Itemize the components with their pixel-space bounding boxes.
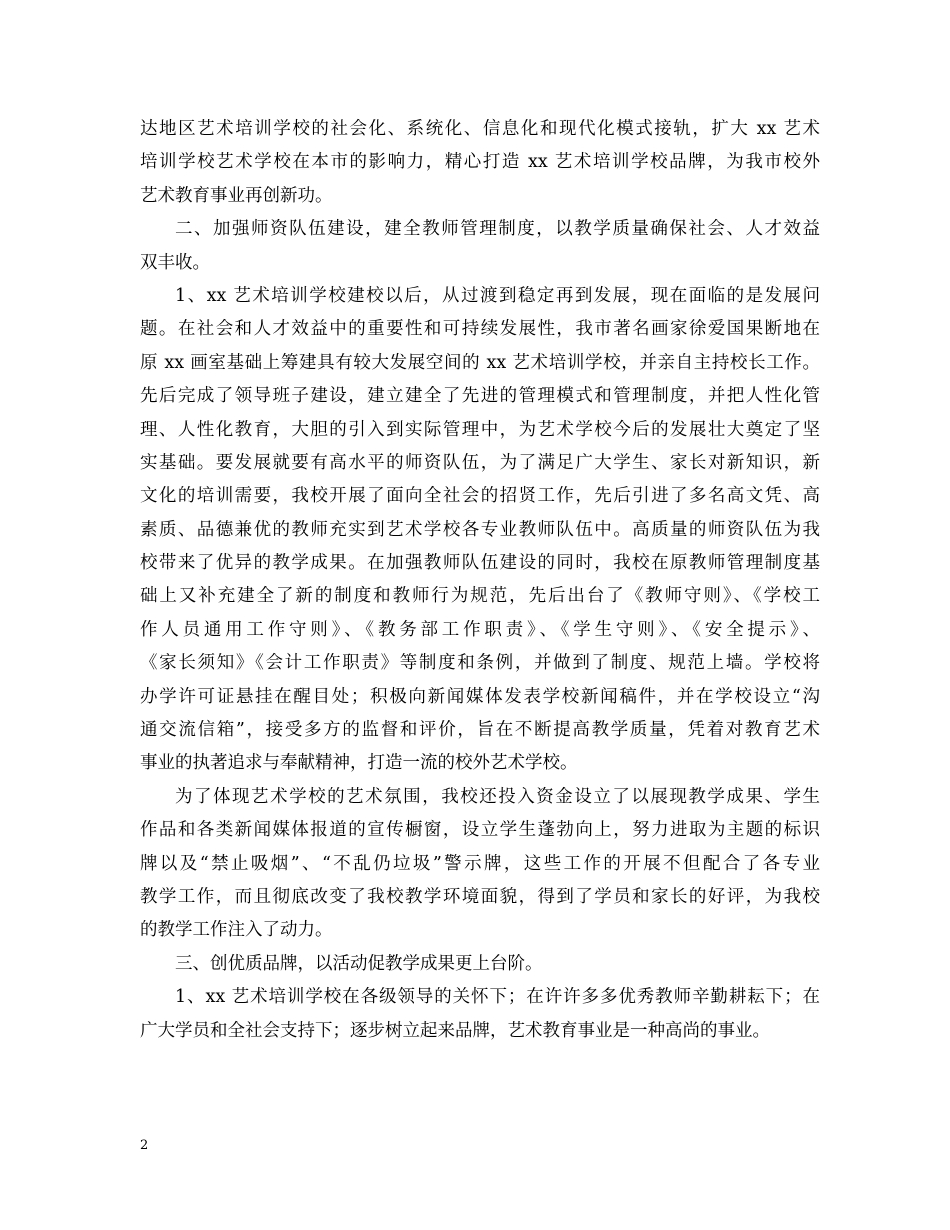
text-line: 为了体现艺术学校的艺术氛围，我校还投入资金设立了以展现教学成果、学生 [175,786,820,807]
text-line: 理、人性化教育，大胆的引入到实际管理中，为艺术学校今后的发展壮大奠定了坚 [140,419,820,440]
text-line: 教学工作，而且彻底改变了我校教学环境面貌，得到了学员和家长的好评，为我校 [140,886,820,907]
text-line: 三、创优质品牌，以活动促教学成果更上台阶。 [175,953,543,974]
text-line: 的教学工作注入了动力。 [140,920,333,941]
text-line: 文化的培训需要，我校开展了面向全社会的招贤工作，先后引进了多名高文凭、高 [140,486,820,507]
text-line: 先后完成了领导班子建设，建立建全了先进的管理模式和管理制度，并把人性化管 [140,386,820,407]
text-line: 二、加强师资队伍建设，建全教师管理制度，以教学质量确保社会、人才效益 [175,219,820,240]
text-line: 题。在社会和人才效益中的重要性和可持续发展性，我市著名画家徐爱国果断地在 [140,319,820,340]
text-line: 办学许可证悬挂在醒目处；积极向新闻媒体发表学校新闻稿件，并在学校设立“沟 [140,686,820,707]
text-line: 《家长须知》《会计工作职责》等制度和条例，并做到了制度、规范上墙。学校将 [140,653,820,674]
body-text [140,113,820,1048]
page-number: 2 [140,1138,149,1153]
text-line: 作人员通用工作守则》、《教务部工作职责》、《学生守则》、《安全提示》、 [140,619,820,640]
text-line: 1、xx 艺术培训学校在各级领导的关怀下；在许许多多优秀教师辛勤耕耘下；在 [175,987,820,1008]
text-line: 校带来了优异的教学成果。在加强教师队伍建设的同时，我校在原教师管理制度基 [140,553,820,574]
text-line: 作品和各类新闻媒体报道的宣传橱窗，设立学生蓬勃向上，努力进取为主题的标识 [140,820,820,841]
text-line: 事业的执著追求与奉献精神，打造一流的校外艺术学校。 [140,753,578,774]
text-line: 1、xx 艺术培训学校建校以后，从过渡到稳定再到发展，现在面临的是发展问 [175,285,820,306]
text-line: 培训学校艺术学校在本市的影响力，精心打造 xx 艺术培训学校品牌，为我市校外 [140,152,820,173]
text-line: 艺术教育事业再创新功。 [140,185,333,206]
text-line: 牌以及“禁止吸烟”、“不乱仍垃圾”警示牌，这些工作的开展不但配合了各专业 [140,853,820,874]
text-line: 广大学员和全社会支持下；逐步树立起来品牌，艺术教育事业是一种高尚的事业。 [140,1020,770,1041]
text-line: 素质、品德兼优的教师充实到艺术学校各专业教师队伍中。高质量的师资队伍为我 [140,519,820,540]
text-line: 础上又补充建全了新的制度和教师行为规范，先后出台了《教师守则》、《学校工 [140,586,820,607]
text-line: 达地区艺术培训学校的社会化、系统化、信息化和现代化模式接轨，扩大 xx 艺术 [140,119,820,139]
text-line: 通交流信箱”，接受多方的监督和评价，旨在不断提高教学质量，凭着对教育艺术 [140,720,820,741]
text-line: 原 xx 画室基础上筹建具有较大发展空间的 xx 艺术培训学校，并亲自主持校长工作。 [140,352,820,373]
text-line: 双丰收。 [140,252,210,273]
text-line: 实基础。要发展就要有高水平的师资队伍，为了满足广大学生、家长对新知识，新 [140,452,820,473]
